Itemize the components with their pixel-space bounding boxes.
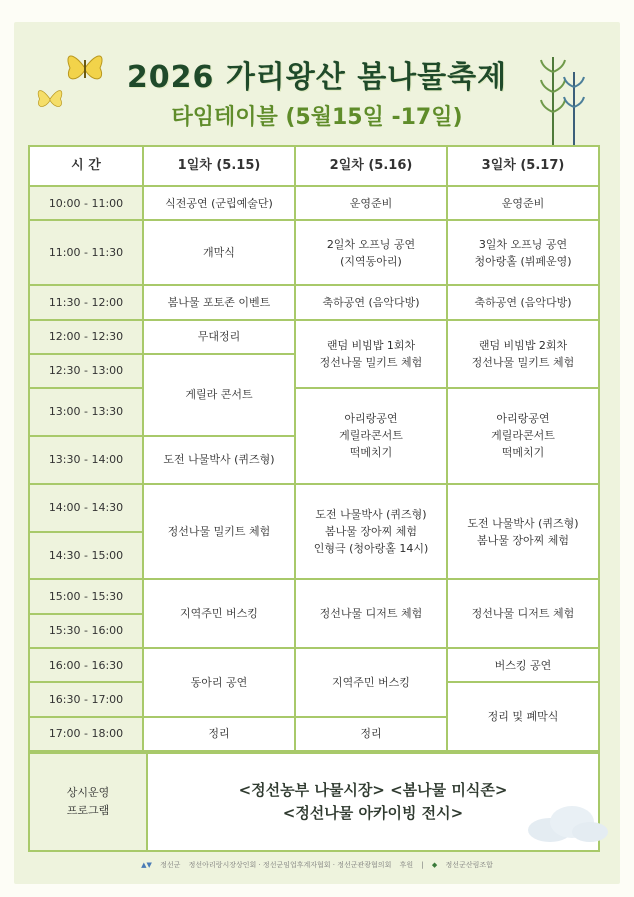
column-header-time: 시 간 [29,146,143,186]
jeongseon-logo-icon: ▲▼ [141,861,152,869]
time-cell: 12:30 - 13:00 [29,354,143,388]
table-row [29,579,599,613]
event-line: 랜덤 비빔밥 2회차 [478,338,568,352]
event-line: 인형극 (청아랑홀 14시) [313,542,429,556]
event-line: 떡메치기 [501,446,545,460]
event-cell [295,484,447,580]
event-cell: 축하공연 (음악다방) [447,285,599,319]
event-cell: 운영준비 [295,186,447,220]
event-line: 떡메치기 [349,446,393,460]
event-line: 아리랑공연 [344,412,398,426]
time-cell: 15:00 - 15:30 [29,579,143,613]
table-row [29,220,599,285]
timetable-subtitle: 타임테이블 (5월15일 -17일) [171,105,463,130]
event-line: 도전 나물박사 (퀴즈형) [467,516,579,530]
event-line: 랜덤 비빔밥 1회차 [326,338,416,352]
time-cell: 11:30 - 12:00 [29,285,143,319]
event-cell: 정리 [143,717,295,751]
event-cell: 정선나물 디저트 체험 [295,579,447,648]
table-row [29,388,599,436]
program-line: <정선나물 아카이빙 전시> [282,804,464,822]
event-cell [295,220,447,285]
event-line: (지역동아리) [340,254,402,268]
event-cell [295,388,447,484]
event-line: 아리랑공연 [496,412,550,426]
event-cell: 개막식 [143,220,295,285]
cloud-icon [520,800,610,845]
time-cell: 14:00 - 14:30 [29,484,143,532]
event-cell [447,484,599,580]
event-line: 봄나물 장아찌 체험 [324,525,417,539]
event-line: 2일차 오프닝 공연 [326,237,416,251]
event-cell: 지역주민 버스킹 [295,648,447,717]
event-line: 게릴라콘서트 [491,429,555,443]
footer-credits [0,860,634,870]
event-cell: 동아리 공연 [143,648,295,717]
event-cell: 정선나물 밀키트 체험 [143,484,295,580]
time-cell: 16:30 - 17:00 [29,682,143,716]
time-cell: 16:00 - 16:30 [29,648,143,682]
event-cell: 도전 나물박사 (퀴즈형) [143,436,295,484]
time-cell: 12:00 - 12:30 [29,320,143,354]
event-line: 게릴라콘서트 [339,429,403,443]
forestry-logo-icon: ◆ [431,861,438,869]
table-header-row [29,146,599,186]
event-cell: 무대정리 [143,320,295,354]
footer-org3: 정선군산림조합 [445,861,493,869]
event-cell [447,388,599,484]
event-line: 정선나물 밀키트 체험 [319,355,423,369]
time-cell: 13:30 - 14:00 [29,436,143,484]
column-header-day1: 1일차 (5.15) [143,146,295,186]
table-row [29,186,599,220]
event-cell: 정리 및 폐막식 [447,682,599,751]
festival-title: 2026 가리왕산 봄나물축제 [126,60,508,95]
event-cell [447,320,599,389]
event-cell: 지역주민 버스킹 [143,579,295,648]
footer-divider: | [421,861,424,869]
event-line: 3일차 오프닝 공연 [478,237,568,251]
event-cell [447,220,599,285]
time-cell: 14:30 - 15:00 [29,532,143,580]
time-cell: 13:00 - 13:30 [29,388,143,436]
permanent-program-label: 상시운영 프로그램 [30,754,148,850]
column-header-day3: 3일차 (5.17) [447,146,599,186]
schedule-table [28,145,600,752]
event-line: 청아랑홀 (뷔페운영) [474,254,572,268]
table-row [29,285,599,319]
footer-org2: 정선아리랑시장상인회 · 정선군임업후계자협회 · 정선군관광협의회 [188,861,392,869]
event-cell: 축하공연 (음악다방) [295,285,447,319]
table-row [29,320,599,354]
event-cell: 정선나물 디저트 체험 [447,579,599,648]
footer-sponsor: 후원 [399,861,414,869]
event-cell: 운영준비 [447,186,599,220]
event-line: 정선나물 밀키트 체험 [471,355,575,369]
column-header-day2: 2일차 (5.16) [295,146,447,186]
event-line: 봄나물 장아찌 체험 [476,533,569,547]
program-line: <정선농부 나물시장> <봄나물 미식존> [238,780,508,799]
time-cell: 15:30 - 16:00 [29,614,143,648]
footer-org1: 정선군 [160,861,181,869]
event-cell: 게릴라 콘서트 [143,354,295,436]
table-row [29,648,599,682]
permanent-program-box [28,752,600,852]
event-cell: 봄나물 포토존 이벤트 [143,285,295,319]
schedule-table-wrapper [28,145,600,752]
time-cell: 11:00 - 11:30 [29,220,143,285]
time-cell: 10:00 - 11:00 [29,186,143,220]
event-line: 도전 나물박사 (퀴즈형) [315,508,427,522]
event-cell [295,320,447,389]
time-cell: 17:00 - 18:00 [29,717,143,751]
table-row [29,484,599,532]
event-cell: 정리 [295,717,447,751]
event-cell: 버스킹 공연 [447,648,599,682]
event-cell: 식전공연 (군립예술단) [143,186,295,220]
